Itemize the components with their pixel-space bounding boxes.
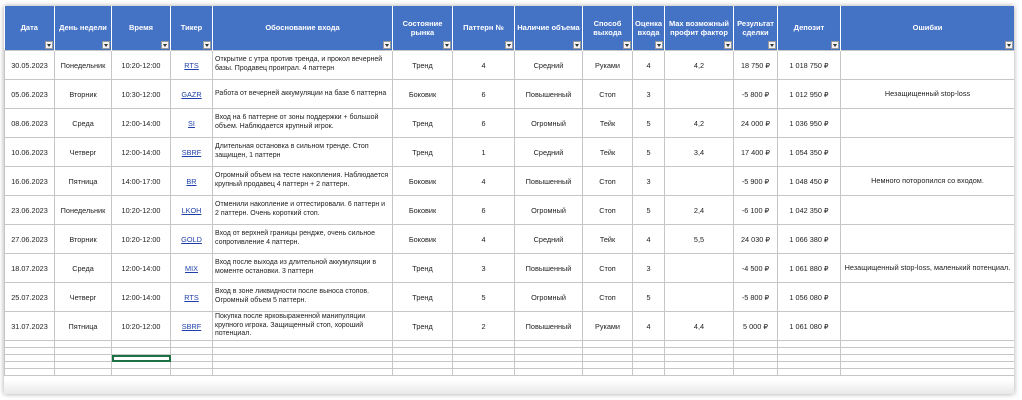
cell-date[interactable]: 25.07.2023 (5, 283, 55, 312)
filter-dropdown-icon[interactable] (443, 41, 451, 49)
filter-dropdown-icon[interactable] (383, 41, 391, 49)
cell-score[interactable]: 5 (633, 283, 665, 312)
column-header-date[interactable] (5, 6, 55, 51)
cell-market[interactable]: Тренд (393, 138, 453, 167)
column-header-market[interactable] (393, 6, 453, 51)
filter-dropdown-icon[interactable] (724, 41, 732, 49)
cell-reason[interactable]: Огромный объем на тесте накопления. Наблюдается крупный продавец 4 паттерн + 2 паттерн. (213, 167, 393, 196)
cell-market[interactable]: Тренд (393, 312, 453, 341)
cell-time[interactable]: 14:00-17:00 (112, 167, 171, 196)
empty-cell[interactable] (171, 348, 213, 355)
empty-cell[interactable] (5, 341, 55, 348)
filter-dropdown-icon[interactable] (505, 41, 513, 49)
cell-deposit[interactable]: 1 061 880 ₽ (778, 254, 841, 283)
cell-day[interactable]: Среда (55, 109, 112, 138)
cell-exit[interactable]: Стоп (583, 167, 633, 196)
empty-cell[interactable] (171, 341, 213, 348)
ticker-link[interactable]: RTS (184, 292, 199, 302)
cell-market[interactable]: Тренд (393, 109, 453, 138)
cell-time[interactable]: 10:20-12:00 (112, 51, 171, 80)
ticker-link[interactable]: MIX (185, 263, 198, 273)
empty-row (5, 341, 1015, 348)
cell-volume[interactable]: Повышенный (515, 167, 583, 196)
filter-dropdown-icon[interactable] (45, 41, 53, 49)
cell-reason[interactable]: Вход от верхней границы рендже, очень сильное сопротивление 4 паттерн. (213, 225, 393, 254)
empty-cell[interactable] (665, 355, 734, 362)
filter-dropdown-icon[interactable] (161, 41, 169, 49)
cell-ticker[interactable] (171, 138, 213, 167)
cell-deposit[interactable]: 1 012 950 ₽ (778, 80, 841, 109)
cell-deposit[interactable]: 1 056 080 ₽ (778, 283, 841, 312)
cell-volume[interactable]: Средний (515, 138, 583, 167)
cell-volume[interactable]: Огромный (515, 109, 583, 138)
cell-deposit[interactable]: 1 042 350 ₽ (778, 196, 841, 225)
cell-ticker[interactable] (171, 254, 213, 283)
column-header-label: Способ выхода (593, 18, 622, 37)
empty-cell[interactable] (633, 362, 665, 369)
cell-errors[interactable]: Незащищенный stop-loss (841, 80, 1015, 109)
cell-reason[interactable]: Покупка после ярковыраженной манипуляции крупного игрока. Защищенный стоп, хороший потенциал. (213, 312, 393, 341)
cell-volume[interactable]: Повышенный (515, 312, 583, 341)
cell-ticker[interactable] (171, 80, 213, 109)
empty-cell[interactable] (213, 341, 393, 348)
empty-cell[interactable] (515, 362, 583, 369)
cell-maxpf[interactable]: 4,4 (665, 312, 734, 341)
cell-deposit[interactable]: 1 054 350 ₽ (778, 138, 841, 167)
column-header-label: Тикер (180, 23, 203, 33)
cell-day[interactable]: Среда (55, 254, 112, 283)
ticker-link[interactable]: SI (188, 118, 195, 128)
cell-errors[interactable] (841, 51, 1015, 80)
cell-maxpf[interactable] (665, 167, 734, 196)
empty-cell[interactable] (453, 362, 515, 369)
cell-maxpf[interactable] (665, 80, 734, 109)
column-header-label: День недели (59, 23, 107, 33)
cell-ticker[interactable] (171, 196, 213, 225)
table-row (5, 225, 1015, 254)
empty-cell[interactable] (778, 348, 841, 355)
cell-date[interactable]: 16.06.2023 (5, 167, 55, 196)
table-row (5, 196, 1015, 225)
cell-result[interactable]: -4 500 ₽ (734, 254, 778, 283)
empty-cell[interactable] (393, 355, 453, 362)
empty-cell[interactable] (841, 355, 1015, 362)
cell-date[interactable]: 18.07.2023 (5, 254, 55, 283)
empty-row (5, 355, 1015, 362)
table-row (5, 283, 1015, 312)
empty-cell[interactable] (171, 355, 213, 362)
cell-day[interactable]: Пятница (55, 167, 112, 196)
empty-cell[interactable] (112, 348, 171, 355)
cell-market[interactable]: Боковик (393, 167, 453, 196)
ticker-link[interactable]: BR (186, 176, 197, 186)
empty-cell[interactable] (55, 355, 112, 362)
cell-day[interactable]: Четверг (55, 283, 112, 312)
cell-exit[interactable]: Руками (583, 312, 633, 341)
cell-date[interactable]: 08.06.2023 (5, 109, 55, 138)
column-header-label: Состояние рынка (402, 18, 443, 37)
empty-cell[interactable] (841, 369, 1015, 376)
empty-cell[interactable] (213, 348, 393, 355)
empty-cell[interactable] (112, 369, 171, 376)
cell-exit[interactable]: Стоп (583, 254, 633, 283)
column-header-label: Время (129, 23, 153, 33)
cell-date[interactable]: 05.06.2023 (5, 80, 55, 109)
ticker-link[interactable]: SBRF (181, 147, 202, 157)
cell-score[interactable]: 4 (633, 225, 665, 254)
ticker-link[interactable]: GAZR (181, 89, 202, 99)
ticker-link[interactable]: RTS (184, 60, 199, 70)
header-row (5, 6, 1015, 51)
cell-volume[interactable]: Повышенный (515, 80, 583, 109)
column-header-label: Паттерн № (463, 23, 504, 33)
cell-time[interactable]: 12:00-14:00 (112, 254, 171, 283)
cell-time[interactable]: 12:00-14:00 (112, 283, 171, 312)
empty-cell[interactable] (171, 369, 213, 376)
cell-time[interactable]: 10:30-12:00 (112, 80, 171, 109)
empty-cell[interactable] (583, 341, 633, 348)
cell-score[interactable]: 3 (633, 254, 665, 283)
cell-date[interactable]: 31.07.2023 (5, 312, 55, 341)
empty-cell[interactable] (5, 348, 55, 355)
column-header-score[interactable] (633, 6, 665, 51)
empty-cell[interactable] (213, 362, 393, 369)
cell-reason[interactable]: Отменили накопление и оттестировали. 6 паттерн и 2 паттерн. Очень короткий стоп. (213, 196, 393, 225)
cell-score[interactable]: 5 (633, 196, 665, 225)
column-header-label: Дата (20, 23, 38, 33)
cell-score[interactable]: 4 (633, 312, 665, 341)
column-header-volume[interactable] (515, 6, 583, 51)
cell-ticker[interactable] (171, 51, 213, 80)
table-row (5, 254, 1015, 283)
cell-maxpf[interactable]: 5,5 (665, 225, 734, 254)
filter-dropdown-icon[interactable] (102, 41, 110, 49)
filter-dropdown-icon[interactable] (203, 41, 211, 49)
cell-maxpf[interactable] (665, 254, 734, 283)
cell-errors[interactable]: Немного поторопился со входом. (841, 167, 1015, 196)
empty-row (5, 369, 1015, 376)
cell-errors[interactable] (841, 312, 1015, 341)
cell-day[interactable]: Вторник (55, 80, 112, 109)
cell-exit[interactable]: Стоп (583, 80, 633, 109)
empty-cell[interactable] (665, 348, 734, 355)
cell-volume[interactable]: Повышенный (515, 254, 583, 283)
cell-score[interactable]: 3 (633, 167, 665, 196)
cell-ticker[interactable] (171, 109, 213, 138)
cell-volume[interactable]: Огромный (515, 283, 583, 312)
cell-score[interactable]: 3 (633, 80, 665, 109)
cell-reason[interactable]: Вход на 6 паттерне от зоны поддержки + большой объем. Наблюдается крупный игрок. (213, 109, 393, 138)
cell-ticker[interactable] (171, 283, 213, 312)
cell-exit[interactable]: Руками (583, 51, 633, 80)
cell-reason[interactable]: Работа от вечерней аккумуляции на базе 6 паттерна (213, 80, 393, 109)
empty-cell[interactable] (5, 369, 55, 376)
empty-cell[interactable] (734, 348, 778, 355)
empty-cell[interactable] (778, 341, 841, 348)
cell-maxpf[interactable]: 4,2 (665, 51, 734, 80)
cell-market[interactable]: Боковик (393, 225, 453, 254)
cell-pattern[interactable]: 1 (453, 138, 515, 167)
empty-row (5, 362, 1015, 369)
cell-date[interactable]: 23.06.2023 (5, 196, 55, 225)
empty-cell[interactable] (515, 341, 583, 348)
cell-day[interactable]: Понедельник (55, 196, 112, 225)
cell-maxpf[interactable]: 4,2 (665, 109, 734, 138)
empty-cell[interactable] (633, 355, 665, 362)
filter-dropdown-icon[interactable] (623, 41, 631, 49)
empty-cell[interactable] (583, 362, 633, 369)
empty-cell[interactable] (778, 362, 841, 369)
cell-market[interactable]: Тренд (393, 51, 453, 80)
column-header-day[interactable] (55, 6, 112, 51)
cell-deposit[interactable]: 1 018 750 ₽ (778, 51, 841, 80)
cell-day[interactable]: Понедельник (55, 51, 112, 80)
empty-cell[interactable] (734, 362, 778, 369)
empty-cell[interactable] (841, 341, 1015, 348)
spreadsheet (4, 6, 1014, 394)
cell-reason[interactable]: Вход в зоне ликвидности после выноса стопов. Огромный объем 5 паттерн. (213, 283, 393, 312)
cell-result[interactable]: -5 800 ₽ (734, 283, 778, 312)
empty-cell[interactable] (633, 369, 665, 376)
empty-cell[interactable] (665, 362, 734, 369)
cell-volume[interactable]: Средний (515, 51, 583, 80)
empty-cell[interactable] (583, 369, 633, 376)
column-header-label: Оценка входа (635, 18, 663, 37)
column-header-result[interactable] (734, 6, 778, 51)
column-header-label: Ошибки (912, 23, 943, 33)
cell-exit[interactable]: Стоп (583, 283, 633, 312)
cell-market[interactable]: Боковик (393, 80, 453, 109)
cell-ticker[interactable] (171, 225, 213, 254)
empty-cell[interactable] (515, 348, 583, 355)
cell-errors[interactable] (841, 196, 1015, 225)
column-header-label: Max возможный профит фактор (668, 18, 729, 37)
ticker-link[interactable]: GOLD (181, 234, 202, 244)
column-header-label: Результат сделки (737, 18, 774, 37)
table-row (5, 51, 1015, 80)
cell-errors[interactable] (841, 138, 1015, 167)
column-header-maxpf[interactable] (665, 6, 734, 51)
cell-volume[interactable]: Огромный (515, 196, 583, 225)
cell-maxpf[interactable]: 2,4 (665, 196, 734, 225)
empty-cell[interactable] (5, 355, 55, 362)
empty-cell[interactable] (633, 348, 665, 355)
cell-date[interactable]: 10.06.2023 (5, 138, 55, 167)
cell-day[interactable]: Четверг (55, 138, 112, 167)
cell-time[interactable]: 10:20-12:00 (112, 225, 171, 254)
filter-dropdown-icon[interactable] (1005, 41, 1013, 49)
trade-journal-table (4, 6, 1014, 376)
cell-result[interactable]: -5 900 ₽ (734, 167, 778, 196)
empty-cell[interactable] (453, 341, 515, 348)
cell-time[interactable]: 12:00-14:00 (112, 109, 171, 138)
column-header-exit[interactable] (583, 6, 633, 51)
empty-cell[interactable] (734, 369, 778, 376)
cell-errors[interactable] (841, 283, 1015, 312)
empty-cell[interactable] (734, 341, 778, 348)
cell-pattern[interactable]: 6 (453, 80, 515, 109)
cell-errors[interactable] (841, 225, 1015, 254)
cell-result[interactable]: -5 800 ₽ (734, 80, 778, 109)
cell-exit[interactable]: Тейк (583, 109, 633, 138)
cell-errors[interactable] (841, 109, 1015, 138)
cell-result[interactable]: 5 000 ₽ (734, 312, 778, 341)
cell-time[interactable]: 12:00-14:00 (112, 138, 171, 167)
cell-pattern[interactable]: 2 (453, 312, 515, 341)
column-header-label: Депозит (793, 23, 825, 33)
cell-result[interactable]: -6 100 ₽ (734, 196, 778, 225)
ticker-link[interactable]: LKOH (181, 205, 202, 215)
cell-pattern[interactable]: 4 (453, 167, 515, 196)
cell-volume[interactable]: Средний (515, 225, 583, 254)
column-header-label: Обоснование входа (265, 23, 340, 33)
ticker-link[interactable]: SBRF (181, 321, 202, 331)
cell-pattern[interactable]: 6 (453, 196, 515, 225)
empty-cell[interactable] (583, 348, 633, 355)
cell-result[interactable]: 18 750 ₽ (734, 51, 778, 80)
column-header-errors[interactable] (841, 6, 1015, 51)
empty-cell[interactable] (778, 369, 841, 376)
empty-cell[interactable] (453, 369, 515, 376)
empty-cell[interactable] (171, 362, 213, 369)
empty-cell[interactable] (734, 355, 778, 362)
table-row (5, 80, 1015, 109)
empty-cell[interactable] (5, 362, 55, 369)
table-row (5, 167, 1015, 196)
cell-reason[interactable]: Длительная остановка в сильном тренде. Стоп защищен, 1 паттерн (213, 138, 393, 167)
cell-score[interactable]: 5 (633, 109, 665, 138)
empty-cell[interactable] (213, 369, 393, 376)
empty-cell[interactable] (393, 348, 453, 355)
cell-ticker[interactable] (171, 312, 213, 341)
empty-cell[interactable] (841, 362, 1015, 369)
empty-cell[interactable] (55, 341, 112, 348)
empty-cell[interactable] (213, 355, 393, 362)
empty-cell[interactable] (112, 362, 171, 369)
cell-score[interactable]: 4 (633, 51, 665, 80)
empty-cell[interactable] (55, 348, 112, 355)
cell-date[interactable]: 30.05.2023 (5, 51, 55, 80)
empty-row (5, 348, 1015, 355)
cell-exit[interactable]: Тейк (583, 225, 633, 254)
cell-pattern[interactable]: 4 (453, 225, 515, 254)
column-header-label: Наличие объема (517, 23, 580, 33)
cell-date[interactable]: 27.06.2023 (5, 225, 55, 254)
cell-pattern[interactable]: 6 (453, 109, 515, 138)
column-header-reason[interactable] (213, 6, 393, 51)
cell-deposit[interactable]: 1 061 080 ₽ (778, 312, 841, 341)
cell-deposit[interactable]: 1 066 380 ₽ (778, 225, 841, 254)
cell-pattern[interactable]: 5 (453, 283, 515, 312)
empty-cell[interactable] (55, 362, 112, 369)
empty-cell[interactable] (55, 369, 112, 376)
column-header-ticker[interactable] (171, 6, 213, 51)
cell-maxpf[interactable]: 3,4 (665, 138, 734, 167)
cell-day[interactable]: Пятница (55, 312, 112, 341)
empty-cell[interactable] (453, 348, 515, 355)
empty-cell[interactable] (393, 341, 453, 348)
cell-exit[interactable]: Стоп (583, 196, 633, 225)
filter-dropdown-icon[interactable] (573, 41, 581, 49)
filter-dropdown-icon[interactable] (768, 41, 776, 49)
column-header-deposit[interactable] (778, 6, 841, 51)
cell-market[interactable]: Боковик (393, 196, 453, 225)
empty-cell[interactable] (515, 355, 583, 362)
empty-cell[interactable] (112, 341, 171, 348)
table-row (5, 138, 1015, 167)
cell-result[interactable]: 17 400 ₽ (734, 138, 778, 167)
cell-result[interactable]: 24 030 ₽ (734, 225, 778, 254)
empty-cell[interactable] (778, 355, 841, 362)
cell-time[interactable]: 10:20-12:00 (112, 196, 171, 225)
cell-pattern[interactable]: 3 (453, 254, 515, 283)
empty-cell[interactable] (583, 355, 633, 362)
cell-day[interactable]: Вторник (55, 225, 112, 254)
empty-cell[interactable] (633, 341, 665, 348)
empty-cell[interactable] (515, 369, 583, 376)
bottom-shadow (4, 380, 1014, 394)
empty-cell[interactable] (841, 348, 1015, 355)
cell-reason[interactable]: Открытие с утра против тренда, и прокол вечерней базы. Продавец проиграл. 4 паттерн (213, 51, 393, 80)
filter-dropdown-icon[interactable] (655, 41, 663, 49)
cell-time[interactable]: 10:20-12:00 (112, 312, 171, 341)
empty-cell[interactable] (665, 341, 734, 348)
column-header-time[interactable] (112, 6, 171, 51)
cell-deposit[interactable]: 1 048 450 ₽ (778, 167, 841, 196)
cell-reason[interactable]: Вход после выхода из длительной аккумуляции в моменте остановки. 3 паттерн (213, 254, 393, 283)
empty-cell[interactable] (393, 369, 453, 376)
empty-cell[interactable] (453, 355, 515, 362)
cell-pattern[interactable]: 4 (453, 51, 515, 80)
cell-maxpf[interactable] (665, 283, 734, 312)
cell-market[interactable]: Тренд (393, 254, 453, 283)
cell-market[interactable]: Тренд (393, 283, 453, 312)
cell-deposit[interactable]: 1 036 950 ₽ (778, 109, 841, 138)
selected-cell[interactable] (112, 355, 171, 362)
cell-exit[interactable]: Тейк (583, 138, 633, 167)
empty-cell[interactable] (665, 369, 734, 376)
cell-result[interactable]: 24 000 ₽ (734, 109, 778, 138)
empty-cell[interactable] (393, 362, 453, 369)
table-row (5, 312, 1015, 341)
table-row (5, 109, 1015, 138)
cell-score[interactable]: 5 (633, 138, 665, 167)
filter-dropdown-icon[interactable] (831, 41, 839, 49)
cell-ticker[interactable] (171, 167, 213, 196)
cell-errors[interactable]: Незащищенный stop-loss, маленький потенциал. (841, 254, 1015, 283)
column-header-pattern[interactable] (453, 6, 515, 51)
